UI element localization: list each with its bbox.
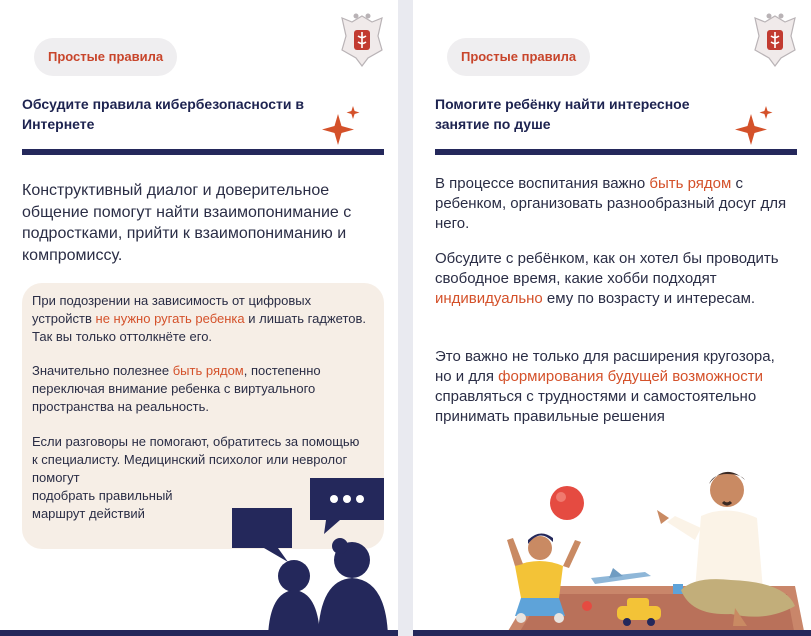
emblem-icon (338, 10, 386, 70)
badge: Простые правила (447, 38, 590, 76)
sparkle-icon (318, 104, 364, 148)
lead-text: Конструктивный диалог и доверительное общение помогут найти взаимопонимание с подростками, прийти к взаимопониманию и компромиссу. (22, 182, 352, 264)
paragraph-1 (435, 174, 791, 234)
tip-1-highlight: не нужно ругать ребенка (95, 311, 245, 326)
paragraph-3-text-end: справляться с трудностями и самостоятельно принимать правильные решения (435, 388, 757, 425)
badge: Простые правила (34, 38, 177, 76)
paragraph-2-highlight: индивидуально (435, 290, 543, 307)
card-left (0, 0, 398, 636)
sparkle-icon (731, 104, 777, 148)
paragraph-2-text-end: ему по возрасту и интересам. (542, 290, 756, 307)
emblem-icon (751, 10, 799, 70)
page-title: Помогите ребёнку найти интересное занятие по душе (435, 96, 690, 132)
ball-icon (550, 486, 584, 520)
paragraph-1-text: В процессе воспитания важно (435, 175, 650, 192)
tip-3-text: Если разговоры не помогают, обратитесь за помощью к специалисту. Медицинский психолог или невролог помогут подобрать правильный маршрут действий (32, 434, 360, 521)
bottom-bar (0, 630, 398, 636)
bottom-bar (413, 630, 811, 636)
page-title: Обсудите правила кибербезопасности в Интернете (22, 96, 304, 132)
paragraph-1-highlight: быть рядом (649, 175, 732, 192)
paragraph-3-highlight: формирования будущей возможности (498, 368, 763, 385)
toy-plane-icon (591, 568, 651, 584)
tip-1 (32, 292, 368, 346)
paragraph-2 (435, 249, 791, 309)
speech-bubble-icon (228, 474, 388, 636)
paragraph-3-text: Это важно не только для расширения кругозора, но и для (435, 348, 775, 385)
tip-1-text-end: и лишать гаджетов. Так вы только оттолкнёте его. (32, 311, 367, 344)
tip-2-text-end: , постепенно переключая внимание ребенка с виртуального пространства на реальность. (32, 363, 321, 414)
parent-child-illustration (495, 466, 805, 636)
tip-2 (32, 362, 368, 416)
divider (435, 149, 797, 155)
paragraph-3 (435, 347, 791, 427)
paragraph-1-text-end: с ребенком, организовать разнообразный досуг для него. (435, 175, 787, 232)
tip-2-text: Значительно полезнее (32, 363, 173, 378)
tip-2-highlight: быть рядом (172, 363, 244, 378)
paragraph-2-text: Обсудите с ребёнком, как он хотел бы проводить свободное время, какие хобби подходят (435, 250, 779, 287)
tip-1-text: При подозрении на зависимость от цифровых устройств (32, 293, 312, 326)
divider (22, 149, 384, 155)
card-right (413, 0, 811, 636)
